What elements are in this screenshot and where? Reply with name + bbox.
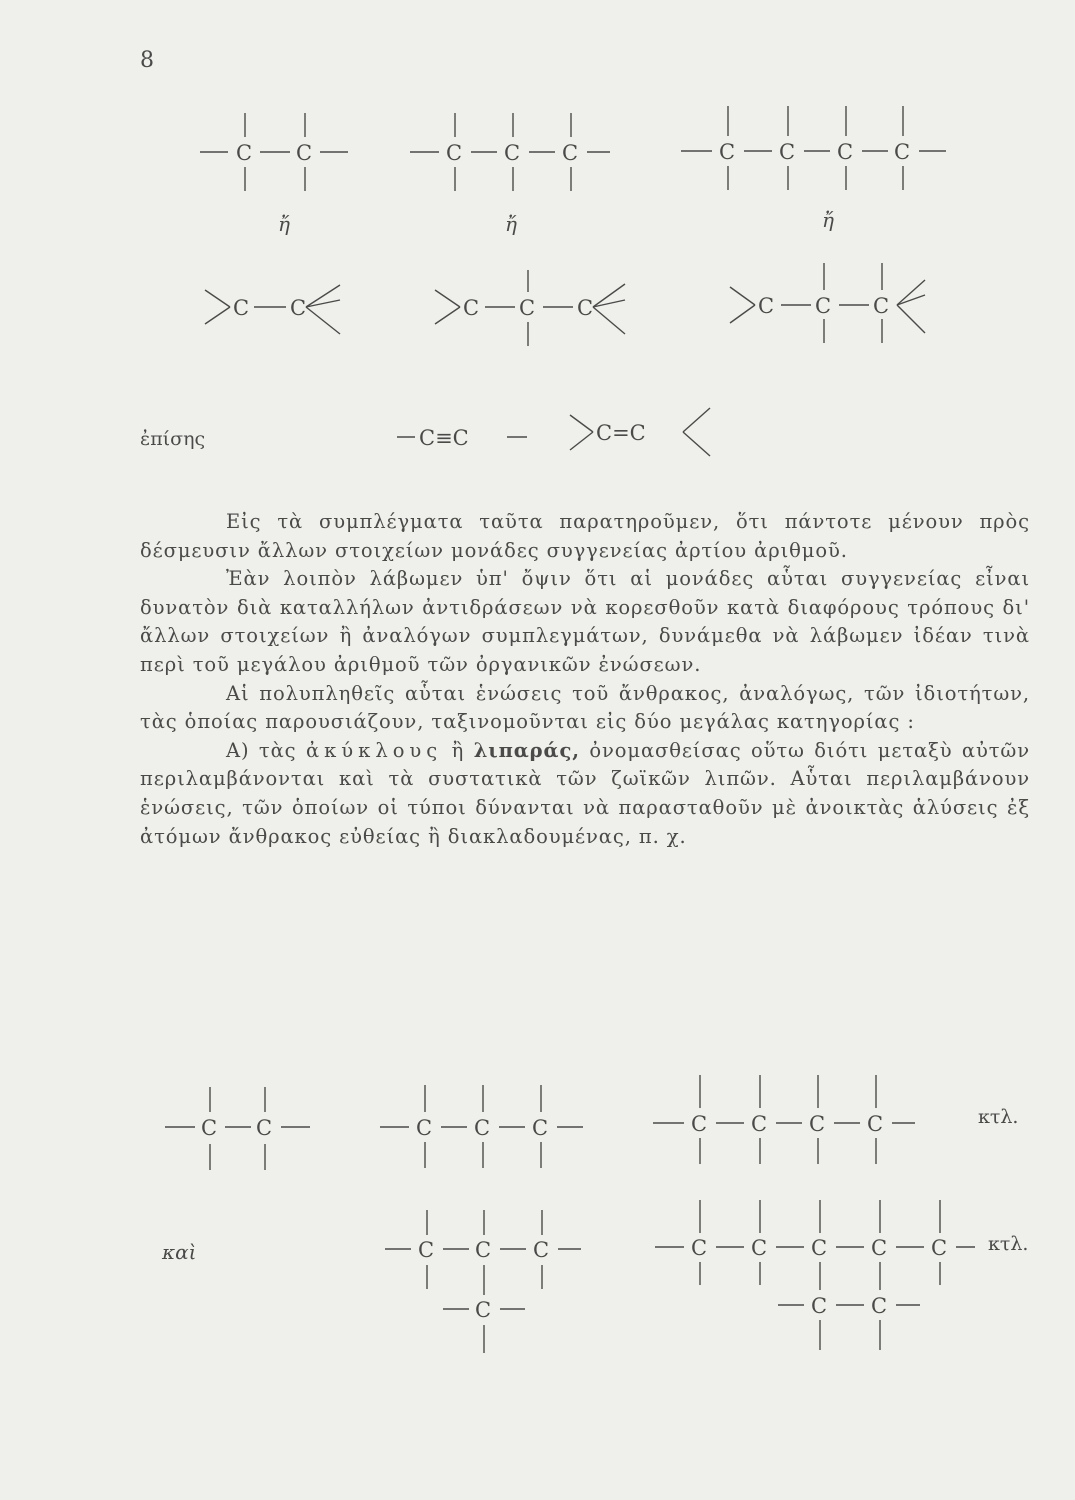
- svg-text:C: C: [533, 1238, 550, 1262]
- body-text: [140, 508, 1030, 851]
- svg-text:C: C: [562, 141, 579, 165]
- example-branched-c7: [650, 1195, 980, 1365]
- structure-c4-chain: [678, 98, 953, 198]
- svg-text:C: C: [811, 1294, 828, 1318]
- structure-triple-bond: [395, 418, 535, 458]
- svg-text:C: C: [577, 296, 594, 320]
- svg-text:C: C: [256, 1116, 273, 1140]
- svg-text:C: C: [719, 140, 736, 164]
- svg-text:C: C: [751, 1236, 768, 1260]
- example-c4-chain: [650, 1070, 920, 1170]
- paragraph: Ἐὰν λοιπὸν λάβωμεν ὑπ' ὄψιν ὅτι αἱ μονάδες αὗται συγγενείας εἶναι δυνατὸν διὰ καταλλήλων ἀντιδράσεων νὰ κορεσθοῦν κατὰ διαφόρους τρόπους δι' ἄλλων στοιχείων ἢ ἀναλόγων συμπλεγμάτων, δυνάμεθα νὰ λάβωμεν ἰδέαν τινὰ περὶ τοῦ μεγάλου ἀριθμοῦ τῶν ὀργανικῶν ἐνώσεων.: [140, 567, 1030, 676]
- or-word: ἤ: [505, 212, 517, 236]
- bold-term: λιπαράς,: [473, 738, 580, 762]
- svg-text:C: C: [751, 1112, 768, 1136]
- svg-text:C: C: [779, 140, 796, 164]
- svg-text:C: C: [867, 1112, 884, 1136]
- paragraph: Εἰς τὰ συμπλέγματα ταῦτα παρατηροῦμεν, ὅτι πάντοτε μένουν πρὸς δέσμευσιν ἄλλων στοιχείων μονάδες συγγενείας ἀρτίου ἀριθμοῦ.: [140, 510, 1030, 562]
- also-label: ἐπίσης: [140, 428, 206, 450]
- svg-text:C: C: [809, 1112, 826, 1136]
- paragraph-prefix: Α) τὰς: [226, 738, 297, 762]
- svg-text:C: C: [931, 1236, 948, 1260]
- svg-text:C: C: [815, 294, 832, 318]
- paragraph-rest: ὀνομασθείσας οὕτω διότι μεταξὺ αὐτῶν περιλαμβάνονται καὶ τὰ συστατικὰ τῶν ζωϊκῶν λιπῶν. Αὗται περιλαμβάνουν ἑνώσεις, τῶν ὁποίων οἱ τύποι δύνανται νὰ παρασταθοῦν μὲ ἀνοικτὰς ἁλύσεις ἐξ ἀτόμων ἄνθρακος εὐθείας ἢ διακλαδουμένας, π. χ.: [140, 738, 1030, 848]
- structure-c3-chain: [405, 105, 615, 205]
- svg-text:C: C: [894, 140, 911, 164]
- svg-text:C=C: C=C: [596, 421, 646, 445]
- svg-text:C: C: [475, 1298, 492, 1322]
- example-c3-chain: [375, 1080, 585, 1180]
- svg-text:C: C: [416, 1116, 433, 1140]
- example-branched-c4: [385, 1205, 585, 1365]
- svg-text:C: C: [504, 141, 521, 165]
- paragraph: [140, 737, 1030, 851]
- or-word: ἢ: [451, 738, 465, 762]
- and-word: καὶ: [162, 1240, 197, 1264]
- structure-double-bond: [565, 400, 735, 470]
- paragraph: Αἱ πολυπληθεῖς αὗται ἑνώσεις τοῦ ἄνθρακος, ἀναλόγως, τῶν ἰδιοτήτων, τὰς ὁποίας παρουσιάζουν, ταξινομοῦνται εἰς δύο μεγάλας κατηγορίας :: [140, 681, 1030, 734]
- svg-text:C: C: [837, 140, 854, 164]
- svg-text:C: C: [811, 1236, 828, 1260]
- svg-text:C: C: [463, 296, 480, 320]
- svg-text:C: C: [418, 1238, 435, 1262]
- svg-text:C: C: [474, 1116, 491, 1140]
- svg-text:C: C: [691, 1112, 708, 1136]
- svg-text:C: C: [201, 1116, 218, 1140]
- svg-text:C: C: [236, 141, 253, 165]
- svg-text:C: C: [871, 1236, 888, 1260]
- svg-text:C: C: [233, 296, 250, 320]
- svg-text:C: C: [758, 294, 775, 318]
- structure-c3-terminal: [425, 262, 645, 362]
- structure-c4-terminal: [725, 255, 955, 355]
- svg-text:C: C: [691, 1236, 708, 1260]
- svg-text:C: C: [873, 294, 890, 318]
- structure-c2-chain: [200, 105, 360, 205]
- spaced-term: ἀκύκλους: [305, 738, 443, 762]
- svg-text:C: C: [290, 296, 307, 320]
- svg-text:C: C: [871, 1294, 888, 1318]
- structure-c2-terminal: [200, 270, 360, 350]
- etc-label: κτλ.: [978, 1106, 1019, 1128]
- example-c2-chain: [165, 1082, 325, 1182]
- svg-text:C: C: [446, 141, 463, 165]
- etc-label: κτλ.: [988, 1233, 1029, 1255]
- svg-text:C: C: [475, 1238, 492, 1262]
- svg-text:C≡C: C≡C: [419, 426, 469, 450]
- or-word: ἤ: [278, 212, 290, 236]
- svg-text:C: C: [532, 1116, 549, 1140]
- svg-text:C: C: [519, 296, 536, 320]
- or-word: ἤ: [822, 208, 834, 232]
- svg-text:C: C: [296, 141, 313, 165]
- page-number: 8: [140, 48, 154, 73]
